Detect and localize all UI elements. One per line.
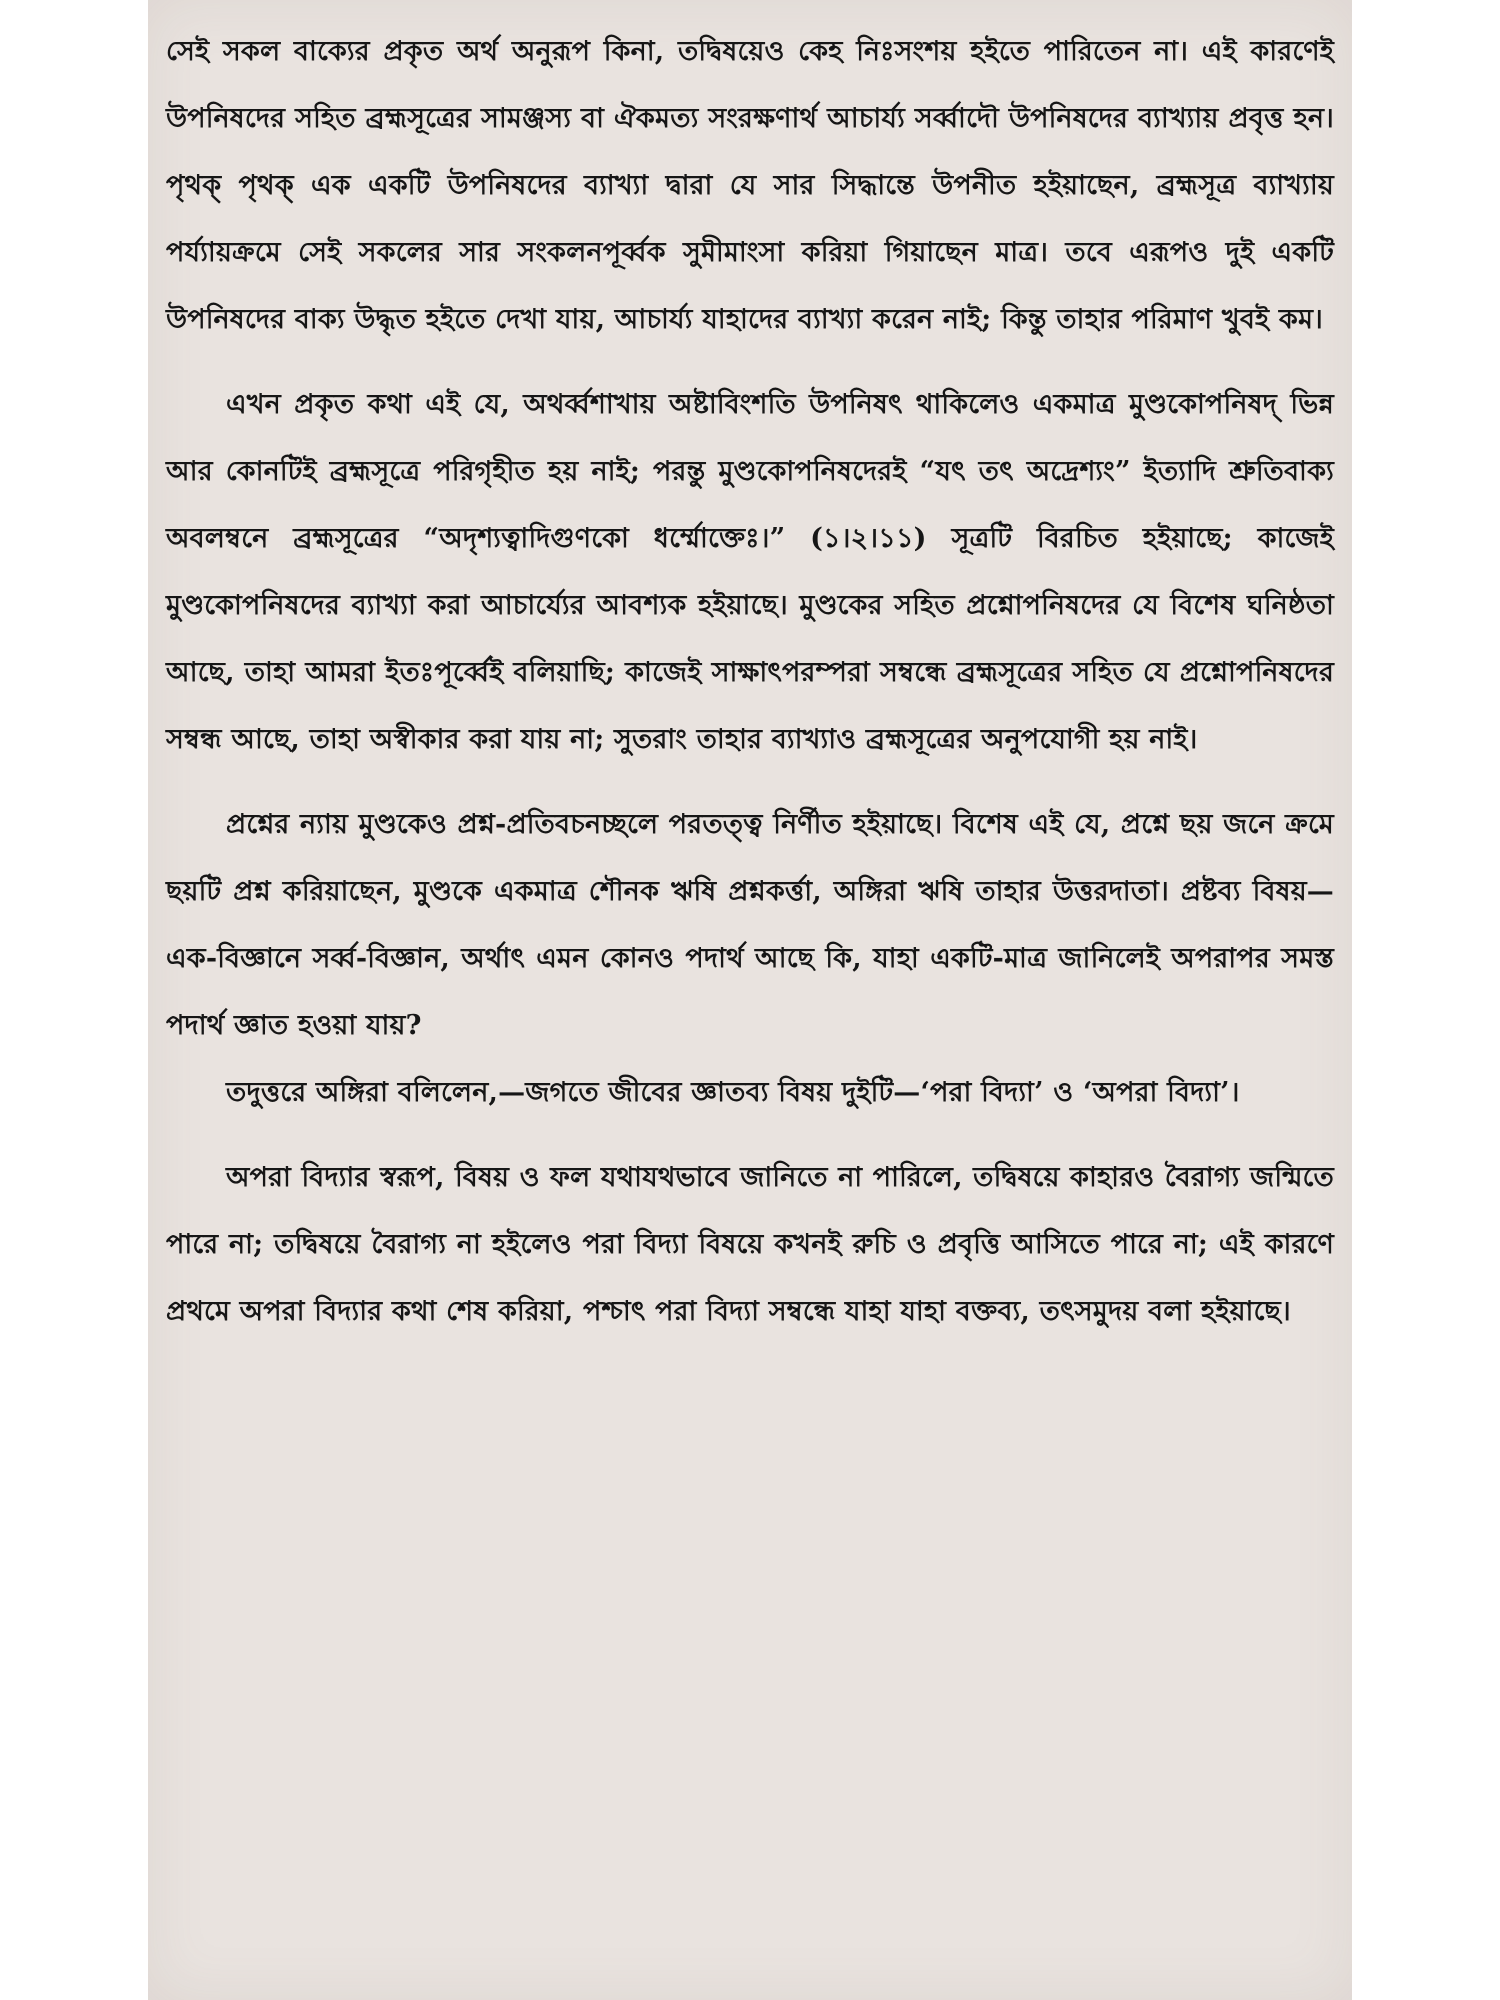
paragraph-2: এখন প্রকৃত কথা এই যে, অথর্ব্বশাখায় অষ্টাবিংশতি উপনিষৎ থাকিলেও একমাত্র মুণ্ডকোপনিষদ্ ভিন্ন আর কোনটিই ব্রহ্মসূত্রে পরিগৃহীত হয় নাই; পরন্তু মুণ্ডকোপনিষদেরই “যৎ তৎ অদ্রেশ্যং” ইত্যাদি শ্রুতিবাক্য অবলম্বনে ব্রহ্মসূত্রের “অদৃশ্যত্বাদিগুণকো ধর্ম্মোক্তেঃ।” (১।২।১১) সূত্রটি বিরচিত হইয়াছে; কাজেই মুণ্ডকোপনিষদের ব্যাখ্যা করা আচার্য্যের আবশ্যক হইয়াছে। মুণ্ডকের সহিত প্রশ্নোপনিষদের যে বিশেষ ঘনিষ্ঠতা আছে, তাহা আমরা ইতঃপূর্ব্বেই বলিয়াছি; কাজেই সাক্ষাৎপরম্পরা সম্বন্ধে ব্রহ্মসূত্রের সহিত যে প্রশ্নোপনিষদের সম্বন্ধ আছে, তাহা অস্বীকার করা যায় না; সুতরাং তাহার ব্যাখ্যাও ব্রহ্মসূত্রের অনুপযোগী হয় নাই। [166, 389, 1334, 755]
paragraph-4: তদুত্তরে অঙ্গিরা বলিলেন,—জগতে জীবের জ্ঞাতব্য বিষয় দুইটি—‘পরা বিদ্যা’ ও ‘অপরা বিদ্যা’। [226, 1077, 1240, 1108]
paragraph-3: প্রশ্নের ন্যায় মুণ্ডকেও প্রশ্ন-প্রতিবচনচ্ছলে পরতত্ত্ব নির্ণীত হইয়াছে। বিশেষ এই যে, প্রশ্নে ছয় জনে ক্রমে ছয়টি প্রশ্ন করিয়াছেন, মুণ্ডকে একমাত্র শৌনক ঋষি প্রশ্নকর্ত্তা, অঙ্গিরা ঋষি তাহার উত্তরদাতা। প্রষ্টব্য বিষয়—এক-বিজ্ঞানে সর্ব্ব-বিজ্ঞান, অর্থাৎ এমন কোনও পদার্থ আছে কি, যাহা একটি-মাত্র জানিলেই অপরাপর সমস্ত পদার্থ জ্ঞাত হওয়া যায়? [166, 809, 1334, 1041]
page-body [166, 18, 1334, 1345]
paragraph-5: অপরা বিদ্যার স্বরূপ, বিষয় ও ফল যথাযথভাবে জানিতে না পারিলে, তদ্বিষয়ে কাহারও বৈরাগ্য জন্মিতে পারে না; তদ্বিষয়ে বৈরাগ্য না হইলেও পরা বিদ্যা বিষয়ে কখনই রুচি ও প্রবৃত্তি আসিতে পারে না; এই কারণে প্রথমে অপরা বিদ্যার কথা শেষ করিয়া, পশ্চাৎ পরা বিদ্যা সম্বন্ধে যাহা যাহা বক্তব্য, তৎসমুদয় বলা হইয়াছে। [166, 1162, 1334, 1327]
paragraph-1: সেই সকল বাক্যের প্রকৃত অর্থ অনুরূপ কিনা, তদ্বিষয়েও কেহ নিঃসংশয় হইতে পারিতেন না। এই কারণেই উপনিষদের সহিত ব্রহ্মসূত্রের সামঞ্জস্য বা ঐকমত্য সংরক্ষণার্থ আচার্য্য সর্ব্বাদৌ উপনিষদের ব্যাখ্যায় প্রবৃত্ত হন। পৃথক্ পৃথক্ এক একটি উপনিষদের ব্যাখ্যা দ্বারা যে সার সিদ্ধান্তে উপনীত হইয়াছেন, ব্রহ্মসূত্র ব্যাখ্যায় পর্য্যায়ক্রমে সেই সকলের সার সংকলনপূর্ব্বক সুমীমাংসা করিয়া গিয়াছেন মাত্র। তবে এরূপও দুই একটি উপনিষদের বাক্য উদ্ধৃত হইতে দেখা যায়, আচার্য্য যাহাদের ব্যাখ্যা করেন নাই; কিন্তু তাহার পরিমাণ খুবই কম। [166, 36, 1334, 335]
scanned-page [148, 0, 1352, 2000]
